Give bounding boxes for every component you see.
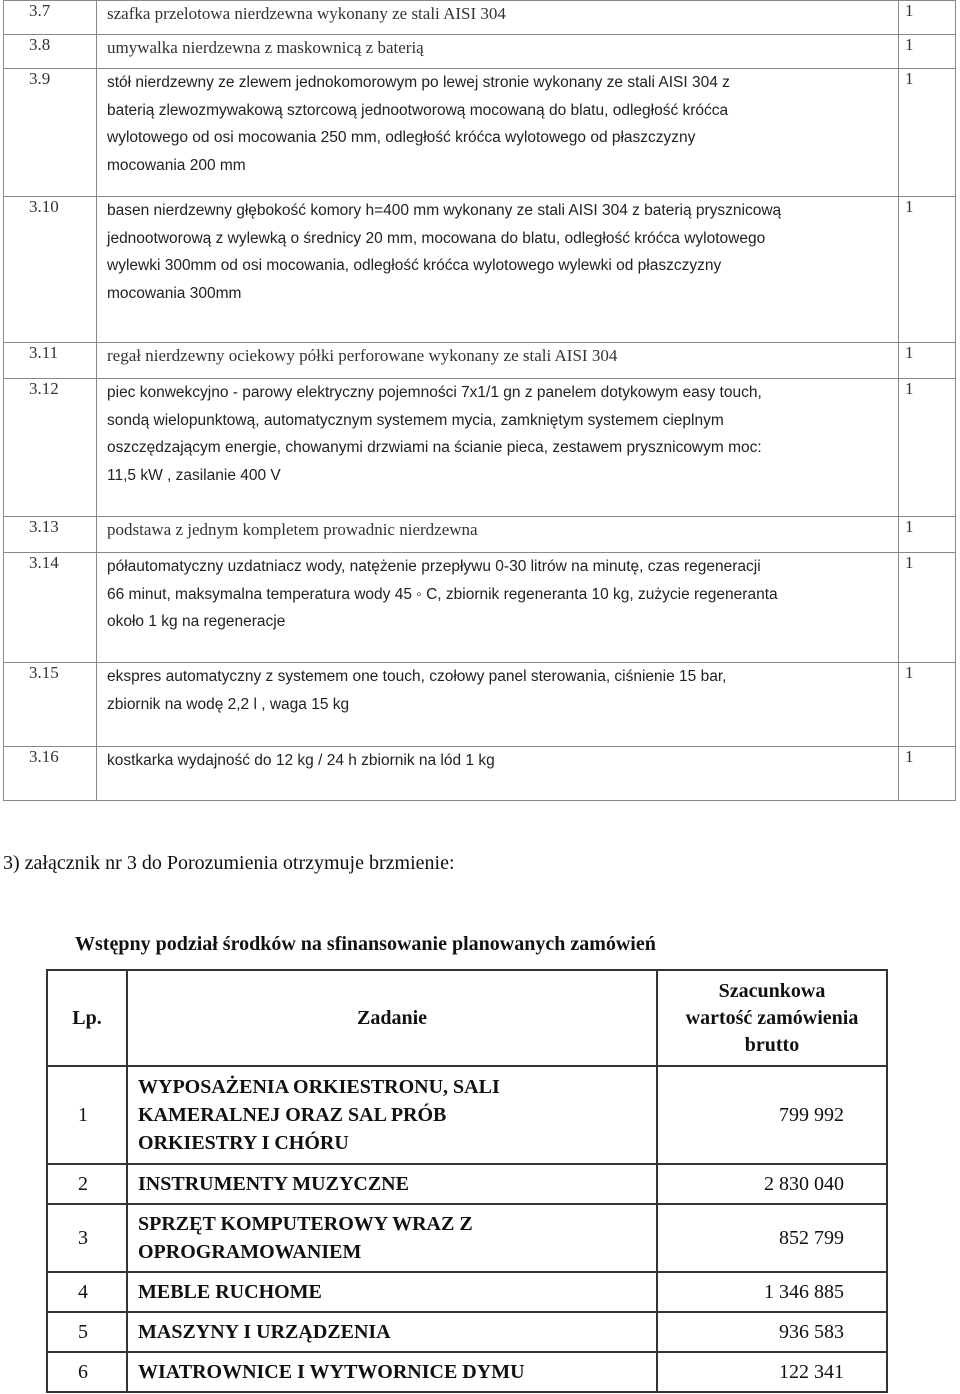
row-lp: 4 <box>47 1272 127 1312</box>
item-description: umywalka nierdzewna z maskownicą z baterią <box>97 35 899 69</box>
table-row <box>47 1066 887 1164</box>
row-lp: 1 <box>47 1066 127 1164</box>
header-value-line: wartość zamówienia <box>685 1006 859 1029</box>
item-number: 3.13 <box>4 517 97 553</box>
header-task: Zadanie <box>127 970 657 1066</box>
row-task <box>127 1164 657 1204</box>
row-task <box>127 1312 657 1352</box>
table-row <box>4 517 956 553</box>
item-line: piec konwekcyjno - parowy elektryczny pojemności 7x1/1 gn z panelem dotykowym easy touch, <box>107 384 762 401</box>
budget-table <box>46 969 888 1393</box>
row-task <box>127 1204 657 1272</box>
table-row <box>4 69 956 197</box>
table-row <box>47 1352 887 1392</box>
item-line: mocowania 300mm <box>107 284 242 302</box>
item-line: półautomatyczny uzdatniacz wody, natężenie przepływu 0-30 litrów na minutę, czas regeneracji <box>107 558 761 575</box>
item-number: 3.12 <box>4 379 97 517</box>
row-value: 1 346 885 <box>657 1272 887 1312</box>
item-description <box>97 197 899 343</box>
item-quantity: 1 <box>899 69 956 197</box>
row-task <box>127 1352 657 1392</box>
item-line: oszczędzającym energie, chowanymi drzwiami na ścianie pieca, zestawem prysznicowym moc: <box>107 439 762 456</box>
item-line: kostkarka wydajność do 12 kg / 24 h zbiornik na lód 1 kg <box>107 752 495 769</box>
header-value <box>657 970 887 1066</box>
table-row <box>4 343 956 379</box>
task-line: MASZYNY I URZĄDZENIA <box>138 1321 391 1343</box>
item-line: mocowania 200 mm <box>107 156 246 174</box>
row-lp: 5 <box>47 1312 127 1352</box>
item-quantity: 1 <box>899 197 956 343</box>
item-number: 3.9 <box>4 69 97 197</box>
item-number: 3.11 <box>4 343 97 379</box>
item-number: 3.16 <box>4 747 97 801</box>
item-line: baterią zlewozmywakową sztorcową jednootworową mocowaną do blatu, odległość króćca <box>107 101 729 119</box>
item-number: 3.7 <box>4 1 97 35</box>
item-description: podstawa z jednym kompletem prowadnic nierdzewna <box>97 517 899 553</box>
table-row <box>47 1272 887 1312</box>
item-line: zbiornik na wodę 2,2 l , waga 15 kg <box>107 695 350 713</box>
task-line: INSTRUMENTY MUZYCZNE <box>138 1173 409 1195</box>
task-line: ORKIESTRY I CHÓRU <box>138 1132 349 1154</box>
item-quantity: 1 <box>899 1 956 35</box>
equipment-table <box>3 0 956 801</box>
row-task <box>127 1272 657 1312</box>
item-line: 11,5 kW , zasilanie 400 V <box>107 466 281 484</box>
row-value: 2 830 040 <box>657 1164 887 1204</box>
header-value-line: Szacunkowa <box>718 979 826 1002</box>
row-value: 936 583 <box>657 1312 887 1352</box>
task-line: KAMERALNEJ ORAZ SAL PRÓB <box>138 1104 447 1126</box>
table-row <box>4 379 956 517</box>
table-row <box>4 553 956 663</box>
item-line: ekspres automatyczny z systemem one touch, czołowy panel sterowania, ciśnienie 15 bar, <box>107 668 727 685</box>
item-quantity: 1 <box>899 379 956 517</box>
item-line: stół nierdzewny ze zlewem jednokomorowym po lewej stronie wykonany ze stali AISI 304 z <box>107 74 730 91</box>
header-row <box>47 970 887 1066</box>
task-line: WYPOSAŻENIA ORKIESTRONU, SALI <box>138 1076 500 1098</box>
item-line: jednootworową z wylewką o średnicy 20 mm, mocowana do blatu, odległość króćca wylotowego <box>107 229 766 247</box>
table-row <box>4 197 956 343</box>
item-description <box>97 663 899 747</box>
item-quantity: 1 <box>899 553 956 663</box>
header-lp: Lp. <box>47 970 127 1066</box>
table-row <box>47 1204 887 1272</box>
task-line: OPROGRAMOWANIEM <box>138 1241 362 1263</box>
row-lp: 6 <box>47 1352 127 1392</box>
table-row <box>47 1164 887 1204</box>
item-quantity: 1 <box>899 663 956 747</box>
item-line: około 1 kg na regeneracje <box>107 613 286 630</box>
item-quantity: 1 <box>899 343 956 379</box>
item-line: wylotowego od osi mocowania 250 mm, odległość króćca wylotowego od płaszczyzny <box>107 129 696 146</box>
item-description: szafka przelotowa nierdzewna wykonany ze stali AISI 304 <box>97 1 899 35</box>
table-row <box>4 1 956 35</box>
item-quantity: 1 <box>899 517 956 553</box>
item-quantity: 1 <box>899 747 956 801</box>
item-number: 3.10 <box>4 197 97 343</box>
table-row <box>4 747 956 801</box>
row-value: 852 799 <box>657 1204 887 1272</box>
row-value: 122 341 <box>657 1352 887 1392</box>
annex-paragraph: 3) załącznik nr 3 do Porozumienia otrzymuje brzmienie: <box>3 852 455 874</box>
header-value-line: brutto <box>744 1033 800 1056</box>
item-number: 3.14 <box>4 553 97 663</box>
table-row <box>4 663 956 747</box>
table-row <box>4 35 956 69</box>
task-line: SPRZĘT KOMPUTEROWY WRAZ Z <box>138 1213 473 1235</box>
row-value: 799 992 <box>657 1066 887 1164</box>
row-task <box>127 1066 657 1164</box>
item-line: sondą wielopunktową, automatycznym systemem mycia, zamkniętym systemem cieplnym <box>107 411 724 429</box>
row-lp: 2 <box>47 1164 127 1204</box>
item-description <box>97 69 899 197</box>
task-line: MEBLE RUCHOME <box>138 1281 322 1303</box>
table-title: Wstępny podział środków na sfinansowanie planowanych zamówień <box>75 933 656 955</box>
item-description <box>97 553 899 663</box>
item-line: basen nierdzewny głębokość komory h=400 mm wykonany ze stali AISI 304 z baterią prysznicową <box>107 202 782 219</box>
item-line: wylewki 300mm od osi mocowania, odległość króćca wylotowego wylewki od płaszczyzny <box>107 257 722 274</box>
item-description <box>97 379 899 517</box>
item-description: regał nierdzewny ociekowy półki perforowane wykonany ze stali AISI 304 <box>97 343 899 379</box>
table-row <box>47 1312 887 1352</box>
item-description <box>97 747 899 801</box>
item-number: 3.8 <box>4 35 97 69</box>
item-number: 3.15 <box>4 663 97 747</box>
row-lp: 3 <box>47 1204 127 1272</box>
item-quantity: 1 <box>899 35 956 69</box>
item-line: 66 minut, maksymalna temperatura wody 45 ◦ C, zbiornik regeneranta 10 kg, zużycie regeneranta <box>107 585 778 603</box>
task-line: WIATROWNICE I WYTWORNICE DYMU <box>138 1361 525 1383</box>
